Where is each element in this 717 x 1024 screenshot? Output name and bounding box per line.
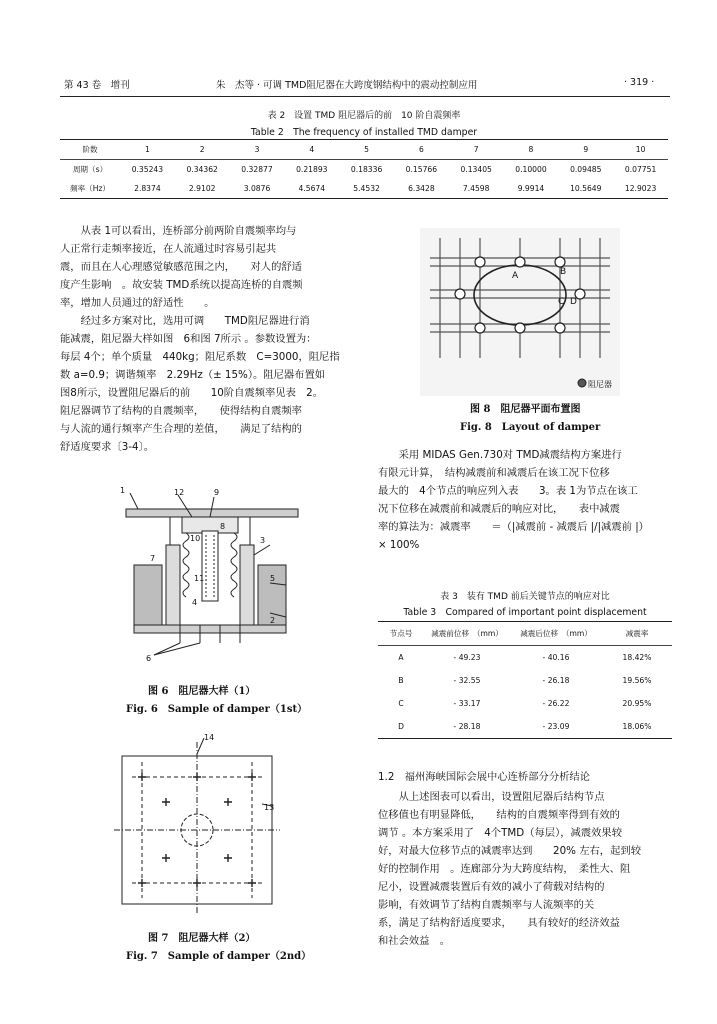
- damper-marker: [455, 289, 465, 299]
- table-cell: 节点号: [378, 622, 424, 646]
- right-paragraph-2: [378, 788, 641, 950]
- table-cell: 阶数: [60, 140, 120, 160]
- table-cell: 4.5674: [284, 179, 339, 199]
- part-label: 6: [146, 654, 152, 663]
- table3-caption-en: Table 3 Compared of important point displacement: [403, 607, 647, 618]
- table-cell: 频率（Hz）: [60, 179, 120, 199]
- part-label: 11: [194, 574, 205, 583]
- table-cell: 周期（s）: [72, 165, 108, 174]
- part-label: 9: [214, 488, 220, 497]
- fig7-caption-cn: 图 7 阻尼器大样（2）: [148, 933, 256, 944]
- table-cell: - 26.18: [542, 676, 570, 685]
- text-line: 调节 。本方案采用了 4个TMD（每层），减震效果较: [378, 827, 623, 839]
- text-line: 与人流的通行频率产生合理的差值， 满足了结构的: [60, 423, 302, 435]
- table-cell: 5: [339, 140, 394, 160]
- part-label: 14: [204, 733, 215, 742]
- table-cell: 0.10000: [515, 165, 547, 174]
- table-cell: 1: [120, 140, 175, 160]
- table-cell: 0.35243: [131, 165, 164, 174]
- text-line: 经过多方案对比，选用可调 TMD阻尼器进行消: [60, 315, 310, 327]
- table-cell: 10: [613, 140, 668, 160]
- damper-marker: [555, 257, 565, 267]
- table-cell: 10.5649: [558, 179, 613, 199]
- table-cell: 4: [284, 140, 339, 160]
- table-cell: 0.32877: [241, 165, 273, 174]
- table-cell: 0.09485: [570, 165, 602, 174]
- table-cell: 2.8374: [120, 179, 175, 199]
- text-line: 系，满足了结构舒适度要求， 具有较好的经济效益: [378, 917, 620, 929]
- text-line: 率，增加人员通过的舒适性 。: [60, 297, 215, 309]
- header-rule: [60, 96, 670, 97]
- table2-period-row: [60, 160, 668, 180]
- table-cell: 0.34362: [186, 165, 218, 174]
- part-label: 2: [270, 616, 276, 625]
- table-cell: 减震前位移 （mm）: [424, 622, 510, 646]
- text-line: 每层 4个；单个质量 440kg；阻尼系数 C=3000，阻尼指: [60, 351, 340, 363]
- part-label: 13: [264, 803, 275, 812]
- table-cell: 9: [558, 140, 613, 160]
- table2-caption-en: Table 2 The frequency of installed TMD damper: [250, 127, 478, 138]
- table-cell: 7: [449, 140, 504, 160]
- table-cell: 减震后位移 （mm）: [510, 622, 602, 646]
- spring-right: [231, 533, 237, 597]
- table-cell: 0.18336: [350, 165, 383, 174]
- legend-icon: [578, 379, 586, 387]
- table-cell: - 23.09: [510, 715, 602, 739]
- table-cell: 12.9023: [613, 179, 668, 199]
- table-row: [378, 715, 672, 739]
- table2-caption-cn: 表 2 设置 TMD 阻尼器后的前 10 阶自震频率: [267, 111, 461, 121]
- part-label: 8: [220, 522, 226, 531]
- part-label: 3: [260, 536, 266, 545]
- table-cell: - 32.55: [453, 676, 481, 685]
- part-label: 10: [190, 534, 201, 543]
- text-line: 和社会效益 。: [378, 935, 451, 947]
- table-cell: 减震率: [602, 622, 672, 646]
- text-line: 阻尼器调节了结构的自震频率， 使得结构自震频率: [60, 405, 302, 417]
- table3: [378, 621, 672, 739]
- node-label-d: D: [570, 297, 577, 307]
- fig7-damper-plate: [112, 732, 282, 916]
- node-label-b: B: [560, 267, 567, 277]
- table-cell: 7.4598: [449, 179, 504, 199]
- table-cell: D: [378, 715, 424, 739]
- fig8-caption-en: Fig. 8 Layout of damper: [460, 422, 601, 433]
- node-label-a: A: [512, 271, 519, 281]
- table-cell: B: [398, 676, 404, 685]
- top-plate: [126, 509, 298, 517]
- damper-marker: [475, 323, 485, 333]
- fig8-caption-cn: 图 8 阻尼器平面布置图: [470, 404, 581, 415]
- part-label: 1: [120, 486, 126, 495]
- table-row: [378, 669, 672, 692]
- table-cell: 0.07751: [624, 165, 657, 174]
- table-cell: - 28.18: [424, 715, 510, 739]
- right-paragraph-1: [378, 446, 649, 554]
- table-cell: 6: [394, 140, 449, 160]
- table-cell: 0.15766: [405, 165, 438, 174]
- table-cell: - 26.22: [542, 699, 570, 708]
- running-title: 朱 杰等 · 可调 TMD阻尼器在大跨度钢结构中的震动控制应用: [216, 80, 478, 91]
- section-title: 1.2 福州海峡国际会展中心连桥部分分析结论: [378, 771, 591, 783]
- table-cell: 18.42%: [622, 653, 652, 662]
- damper-marker: [555, 323, 565, 333]
- table2: [60, 139, 668, 199]
- left-paragraph: [60, 222, 340, 456]
- part-label: 5: [270, 574, 276, 583]
- table-cell: 9.9914: [504, 179, 559, 199]
- text-line: 况下位移在减震前和减震后的响应对比， 表中减震: [378, 503, 620, 515]
- table-cell: 19.56%: [622, 676, 652, 685]
- fig7-caption-en: Fig. 7 Sample of damper（2nd）: [126, 951, 312, 962]
- table-cell: 3.0876: [230, 179, 285, 199]
- table2-header-row: [60, 140, 668, 160]
- table-cell: - 49.23: [453, 653, 481, 662]
- text-line: 最大的 4个节点的响应列入表 3。表 1为节点在该工: [378, 485, 638, 497]
- part-label: 4: [192, 598, 198, 607]
- section-heading: [378, 768, 590, 786]
- text-line: 率的算法为：减震率 ＝（|减震前 - 减震后 |/|减震前 |）: [378, 521, 649, 533]
- text-line: 采用 MIDAS Gen.730对 TMD减震结构方案进行: [378, 449, 622, 461]
- text-line: 有限元计算， 结构减震前和减震后在该工况下位移: [378, 467, 610, 479]
- text-line: 尼小，设置减震装置后有效的减小了荷载对结构的: [378, 881, 605, 893]
- table-cell: 2: [175, 140, 230, 160]
- table-cell: 20.95%: [622, 699, 652, 708]
- text-line: 数 a=0.9；调谐频率 2.29Hz（± 15%）。阻尼器布置如: [60, 369, 326, 381]
- table-cell: 3: [230, 140, 285, 160]
- node-label-c: C: [558, 297, 565, 307]
- text-line: 好的控制作用 。连廊部分为大跨度结构， 柔性大、阻: [378, 863, 631, 875]
- page-number: · 319 ·: [624, 77, 655, 88]
- damper-marker: [515, 257, 525, 267]
- table-row: [378, 692, 672, 715]
- text-line: 图8所示，设置阻尼器后的前 10阶自震频率见表 2。: [60, 387, 324, 399]
- legend-label: 阻尼器: [588, 380, 612, 389]
- part-label: 7: [150, 554, 156, 563]
- journal-volume: 第 43 卷 增刊: [64, 80, 130, 91]
- table-cell: 8: [504, 140, 559, 160]
- text-line: 能减震，阻尼器大样如图 6和图 7所示 。参数设置为：: [60, 333, 317, 345]
- text-line: × 100%: [378, 539, 420, 551]
- text-line: 影响，有效调节了结构自震频率与人流频率的关: [378, 899, 595, 911]
- table-cell: 2.9102: [175, 179, 230, 199]
- table2-frequency-row: [60, 179, 668, 199]
- spring-left: [183, 533, 189, 597]
- text-line: 震，而且在人心理感觉敏感范围之内， 对人的舒适: [60, 261, 302, 273]
- damper-marker: [515, 323, 525, 333]
- text-line: 从上述图表可以看出，设置阻尼器后结构节点: [378, 791, 605, 803]
- table-cell: C: [398, 699, 404, 708]
- table-cell: 18.06%: [602, 715, 672, 739]
- table-cell: - 40.16: [542, 653, 570, 662]
- table3-caption-cn: 表 3 装有 TMD 前后关键节点的响应对比: [440, 592, 610, 602]
- fig6-caption-en: Fig. 6 Sample of damper（1st）: [126, 704, 308, 715]
- damper-marker: [475, 257, 485, 267]
- text-line: 好，对最大位移节点的减震率达到 20% 左右，起到较: [378, 845, 641, 857]
- text-line: 位移值也有明显降低， 结构的自震频率得到有效的: [378, 809, 620, 821]
- table-cell: 6.3428: [394, 179, 449, 199]
- table-cell: 0.21893: [296, 165, 328, 174]
- table-cell: - 33.17: [453, 699, 481, 708]
- part-label: 12: [174, 488, 185, 497]
- fig6-caption-cn: 图 6 阻尼器大样（1）: [148, 686, 256, 697]
- table-cell: 5.4532: [339, 179, 394, 199]
- table-cell: 0.13405: [460, 165, 492, 174]
- table3-header-row: [378, 622, 672, 646]
- text-line: 舒适度要求〔3-4〕。: [60, 441, 155, 453]
- table-row: [378, 646, 672, 670]
- fig6-damper-section: [110, 485, 310, 663]
- fig8-damper-layout: [420, 228, 620, 396]
- text-line: 从表 1可以看出，连桥部分前两阶自震频率均与: [60, 225, 297, 237]
- text-line: 度产生影响 。故安装 TMD系统以提高连桥的自震频: [60, 279, 303, 291]
- text-line: 人正常行走频率接近，在人流通过时容易引起共: [60, 243, 277, 255]
- table-cell: A: [398, 653, 404, 662]
